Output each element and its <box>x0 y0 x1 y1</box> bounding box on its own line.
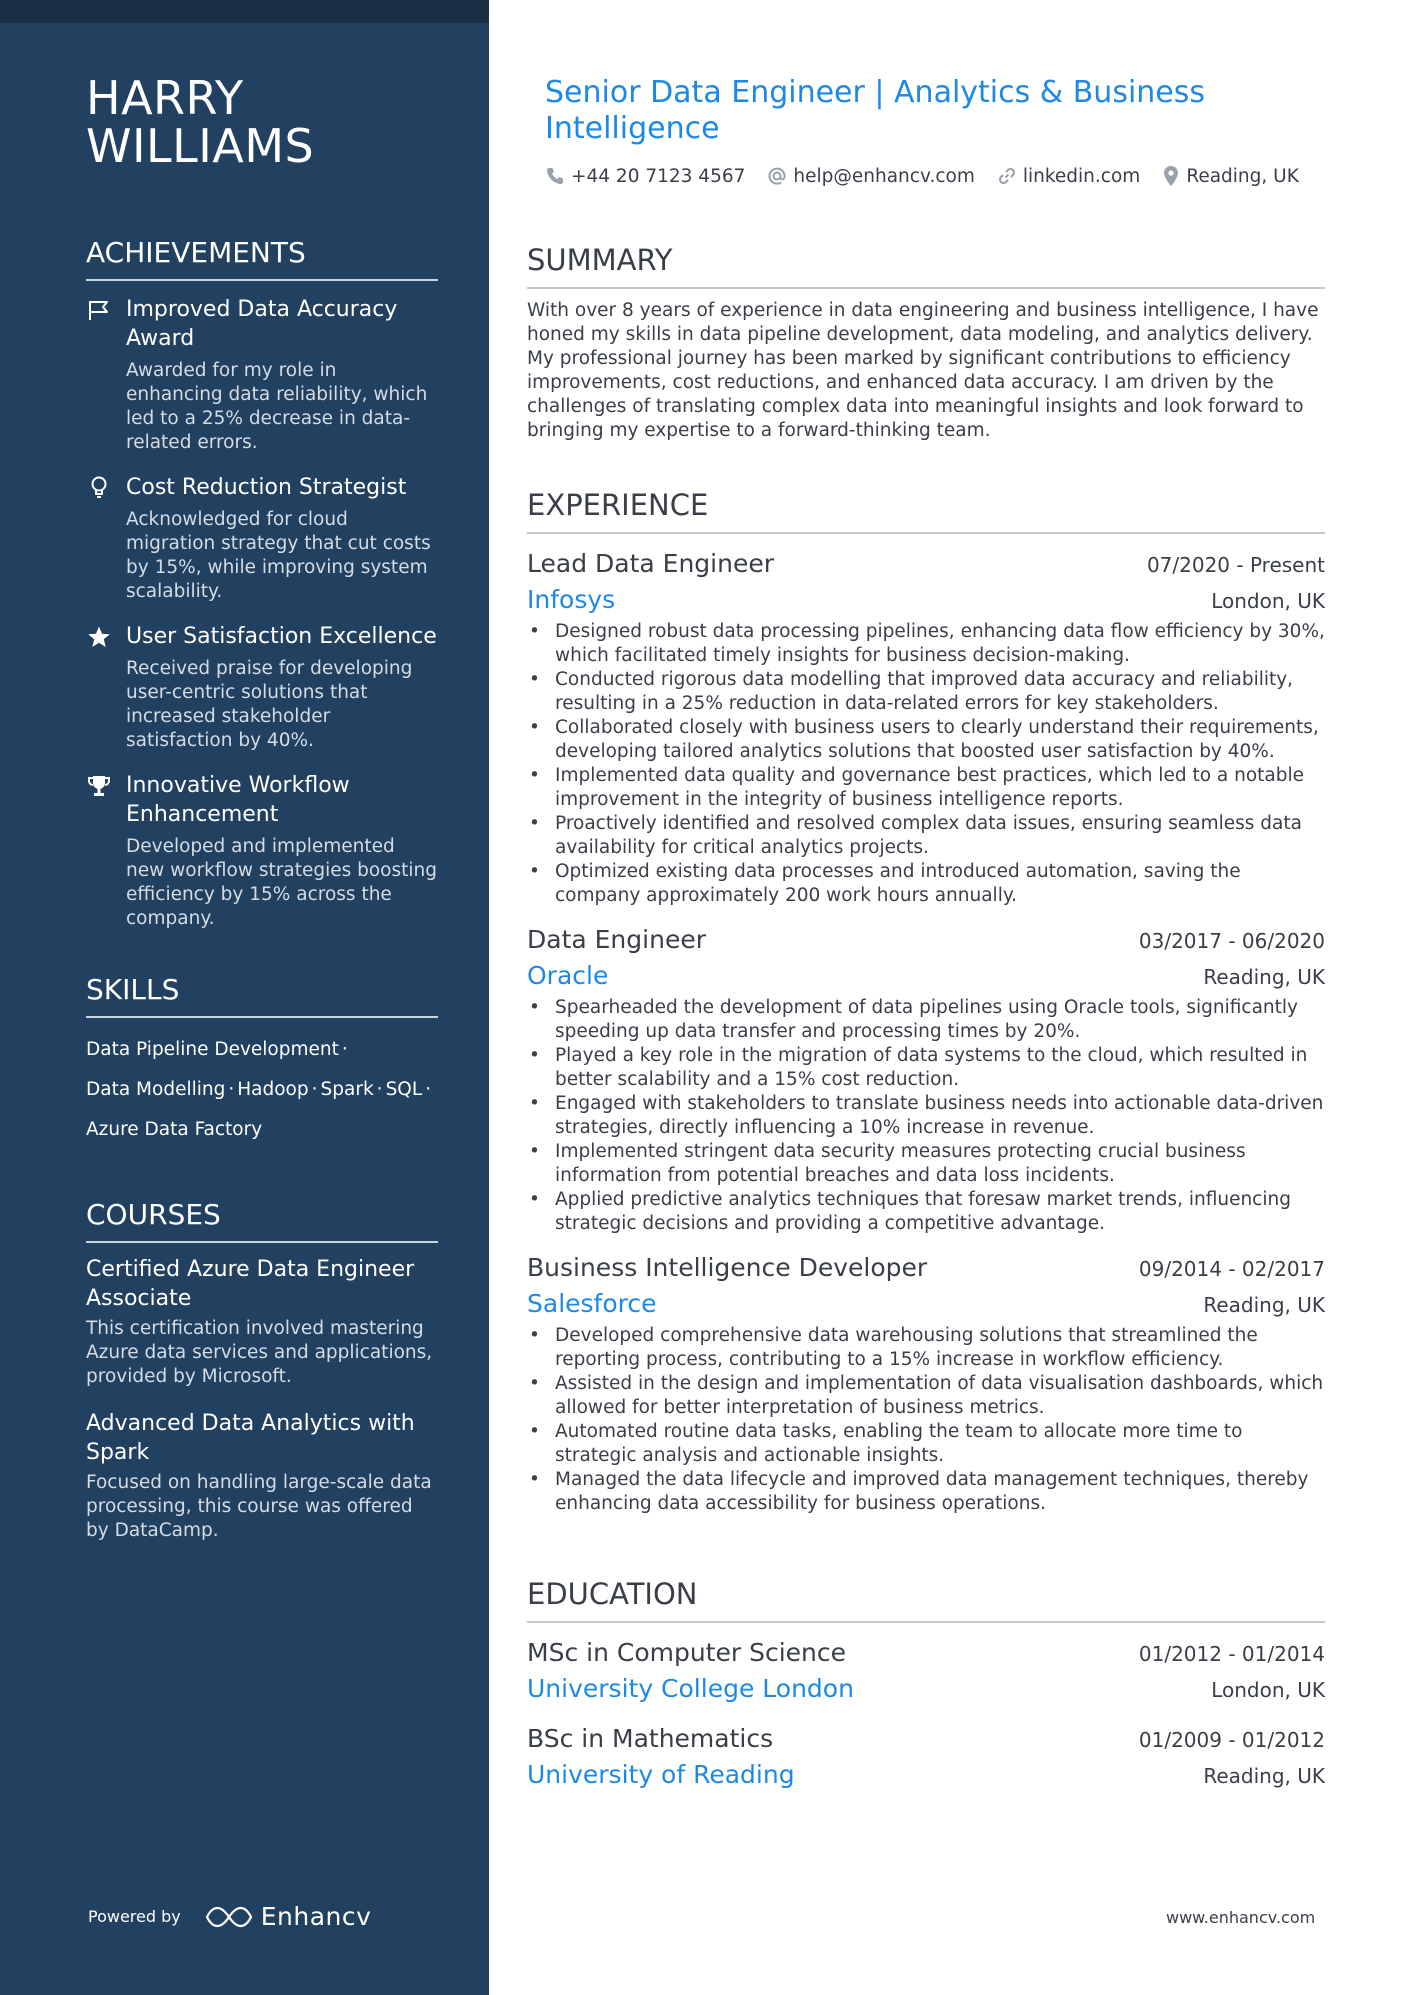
skill-item: Spark <box>320 1079 374 1100</box>
achievement-description: Acknowledged for cloud migration strategy that cut costs by 15%, while improving system scalability. <box>126 509 431 602</box>
location-pin-icon <box>1162 165 1180 187</box>
trophy-icon <box>86 773 112 799</box>
achievements-heading: ACHIEVEMENTS <box>86 236 438 281</box>
summary-text: With over 8 years of experience in data engineering and business intelligence, I have honed my skills in data pipeline development, data modeling, and analytics delivery. My professional journey has been marked by significant contributions to efficiency improvements, cost reductions, and enhanced data accuracy. I am driven by the challenges of translating complex data into meaningful insights and look forward to bringing my expertise to a forward-thinking team. <box>527 300 1319 441</box>
contact-linkedin[interactable] <box>997 165 1140 187</box>
flag-icon <box>86 297 112 323</box>
star-icon <box>86 624 112 650</box>
at-icon <box>767 166 787 186</box>
job-dates: 03/2017 - 06/2020 <box>1138 929 1325 953</box>
skill-separator: · <box>376 1079 383 1100</box>
skill-item: Azure Data Factory <box>86 1119 263 1140</box>
phone-icon <box>545 166 565 186</box>
job-bullet: • Implemented data quality and governance best practices, which led to a notable improvement in the integrity of business intelligence reports. <box>527 764 1325 812</box>
achievement-title: Innovative Workflow Enhancement <box>126 773 350 827</box>
achievement-description: Developed and implemented new workflow strategies boosting efficiency by 15% across the company. <box>126 836 438 929</box>
job-bullet: • Designed robust data processing pipelines, enhancing data flow efficiency by 30%, which facilitated timely insights for business decision-making. <box>527 620 1325 668</box>
powered-by-label: Powered by <box>88 1907 181 1926</box>
job-company: Oracle <box>527 961 609 990</box>
enhancv-logo-text: Enhancv <box>260 1902 372 1931</box>
job-company: Infosys <box>527 585 616 614</box>
job-location: Reading, UK <box>1203 1293 1325 1317</box>
job-bullet: • Assisted in the design and implementation of data visualisation dashboards, which allowed for better interpretation of business metrics. <box>527 1372 1325 1420</box>
contact-phone[interactable] <box>545 165 745 187</box>
job-dates: 07/2020 - Present <box>1146 553 1325 577</box>
course-description: Focused on handling large-scale data processing, this course was offered by DataCamp. <box>86 1472 432 1541</box>
skill-separator: · <box>425 1079 432 1100</box>
education-school: University College London <box>527 1674 854 1703</box>
job-company-row <box>527 958 1325 994</box>
contact-bar <box>545 165 1299 187</box>
skill-item: SQL <box>385 1079 423 1100</box>
experience-entry <box>527 546 1325 908</box>
lightbulb-icon <box>86 475 112 501</box>
education-dates: 01/2012 - 01/2014 <box>1138 1642 1325 1666</box>
skill-item: Data Pipeline Development <box>86 1039 339 1060</box>
job-bullets <box>527 996 1325 1236</box>
achievement-item <box>86 295 438 455</box>
education-location: London, UK <box>1211 1678 1325 1702</box>
experience-entry <box>527 922 1325 1236</box>
education-school-row <box>527 1757 1325 1793</box>
education-degree: MSc in Computer Science <box>527 1638 847 1667</box>
education-entry <box>527 1721 1325 1793</box>
job-bullets <box>527 1324 1325 1516</box>
experience-heading: EXPERIENCE <box>527 488 1325 534</box>
job-bullet: • Played a key role in the migration of data systems to the cloud, which resulted in better scalability and a 15% cost reduction. <box>527 1044 1325 1092</box>
job-company-row <box>527 582 1325 618</box>
course-item <box>86 1409 438 1543</box>
job-bullet: • Automated routine data tasks, enabling the team to allocate more time to strategic analysis and actionable insights. <box>527 1420 1325 1468</box>
contact-phone-text: +44 20 7123 4567 <box>571 165 746 187</box>
job-bullet: • Applied predictive analytics techniques that foresaw market trends, influencing strategic decisions and providing a competitive advantage. <box>527 1188 1325 1236</box>
sidebar-top-strip <box>0 0 489 23</box>
skills-section <box>86 973 438 1150</box>
experience-section <box>527 488 1325 1516</box>
job-company-row <box>527 1286 1325 1322</box>
education-degree: BSc in Mathematics <box>527 1724 774 1753</box>
job-role: Data Engineer <box>527 925 706 954</box>
job-bullet: • Developed comprehensive data warehousing solutions that streamlined the reporting process, contributing to a 15% increase in workflow efficiency. <box>527 1324 1325 1372</box>
education-header-row <box>527 1635 1325 1671</box>
website-link[interactable]: www.enhancv.com <box>1166 1908 1316 1927</box>
skills-heading: SKILLS <box>86 973 438 1018</box>
achievements-section <box>86 236 438 931</box>
link-icon <box>997 166 1017 186</box>
job-bullet: • Managed the data lifecycle and improved data management techniques, thereby enhancing data accessibility for business operations. <box>527 1468 1325 1516</box>
job-bullet: • Collaborated closely with business users to clearly understand their requirements, developing tailored analytics solutions that boosted user satisfaction by 40%. <box>527 716 1325 764</box>
achievement-item <box>86 622 438 753</box>
job-bullet: • Spearheaded the development of data pipelines using Oracle tools, significantly speeding up data transfer and processing times by 20%. <box>527 996 1325 1044</box>
achievement-title: Cost Reduction Strategist <box>126 475 407 500</box>
sidebar <box>0 0 489 1995</box>
courses-heading: COURSES <box>86 1198 438 1243</box>
education-school-row <box>527 1671 1325 1707</box>
achievement-title: User Satisfaction Excellence <box>126 624 437 649</box>
education-entry <box>527 1635 1325 1707</box>
course-item <box>86 1255 438 1389</box>
job-location: Reading, UK <box>1203 965 1325 989</box>
job-header-row <box>527 922 1325 958</box>
contact-location-text: Reading, UK <box>1186 165 1299 187</box>
skill-item: Hadoop <box>237 1079 309 1100</box>
education-school: University of Reading <box>527 1760 795 1789</box>
skill-item: Data Modelling <box>86 1079 226 1100</box>
enhancv-logo-icon <box>205 1905 253 1929</box>
job-bullets <box>527 620 1325 908</box>
job-dates: 09/2014 - 02/2017 <box>1138 1257 1325 1281</box>
achievement-title: Improved Data Accuracy Award <box>126 297 398 351</box>
achievement-item <box>86 473 438 604</box>
candidate-name: HARRY WILLIAMS <box>86 71 315 173</box>
summary-section <box>527 243 1325 443</box>
course-title: Certified Azure Data Engineer Associate <box>86 1257 415 1311</box>
job-title-headline: Senior Data Engineer | Analytics & Business Intelligence <box>545 75 1206 146</box>
job-company: Salesforce <box>527 1289 657 1318</box>
job-bullet: • Engaged with stakeholders to translate business needs into actionable data-driven strategies, directly influencing a 10% increase in revenue. <box>527 1092 1325 1140</box>
education-header-row <box>527 1721 1325 1757</box>
education-heading: EDUCATION <box>527 1577 1325 1623</box>
job-bullet: • Conducted rigorous data modelling that improved data accuracy and reliability, resulting in a 25% reduction in data-related errors for key stakeholders. <box>527 668 1325 716</box>
contact-email-text: help@enhancv.com <box>793 165 975 187</box>
achievement-description: Received praise for developing user-centric solutions that increased stakeholder satisfaction by 40%. <box>126 658 413 751</box>
job-bullet: • Optimized existing data processes and introduced automation, saving the company approximately 200 work hours annually. <box>527 860 1325 908</box>
job-bullet: • Proactively identified and resolved complex data issues, ensuring seamless data availability for critical analytics projects. <box>527 812 1325 860</box>
job-bullet: • Implemented stringent data security measures protecting crucial business information from potential breaches and data loss incidents. <box>527 1140 1325 1188</box>
job-header-row <box>527 546 1325 582</box>
powered-by <box>88 1902 371 1931</box>
skills-list <box>86 1030 438 1150</box>
course-title: Advanced Data Analytics with Spark <box>86 1411 415 1465</box>
sidebar-content <box>86 71 438 1543</box>
course-description: This certification involved mastering Azure data services and applications, provided by Microsoft. <box>86 1318 433 1387</box>
summary-heading: SUMMARY <box>527 243 1325 289</box>
contact-email[interactable] <box>767 165 974 187</box>
job-header-row <box>527 1250 1325 1286</box>
job-location: London, UK <box>1211 589 1325 613</box>
job-role: Business Intelligence Developer <box>527 1253 928 1282</box>
contact-linkedin-text: linkedin.com <box>1022 165 1141 187</box>
skill-separator: · <box>311 1079 318 1100</box>
achievement-item <box>86 771 438 931</box>
education-location: Reading, UK <box>1203 1764 1325 1788</box>
achievement-description: Awarded for my role in enhancing data reliability, which led to a 25% decrease in data-related errors. <box>126 360 428 453</box>
education-section <box>527 1577 1325 1793</box>
experience-entry <box>527 1250 1325 1516</box>
contact-location <box>1162 165 1299 187</box>
job-role: Lead Data Engineer <box>527 549 774 578</box>
courses-section <box>86 1198 438 1543</box>
skill-separator: · <box>341 1039 348 1060</box>
skill-separator: · <box>228 1079 235 1100</box>
enhancv-logo[interactable] <box>205 1902 372 1931</box>
education-dates: 01/2009 - 01/2012 <box>1138 1728 1325 1752</box>
